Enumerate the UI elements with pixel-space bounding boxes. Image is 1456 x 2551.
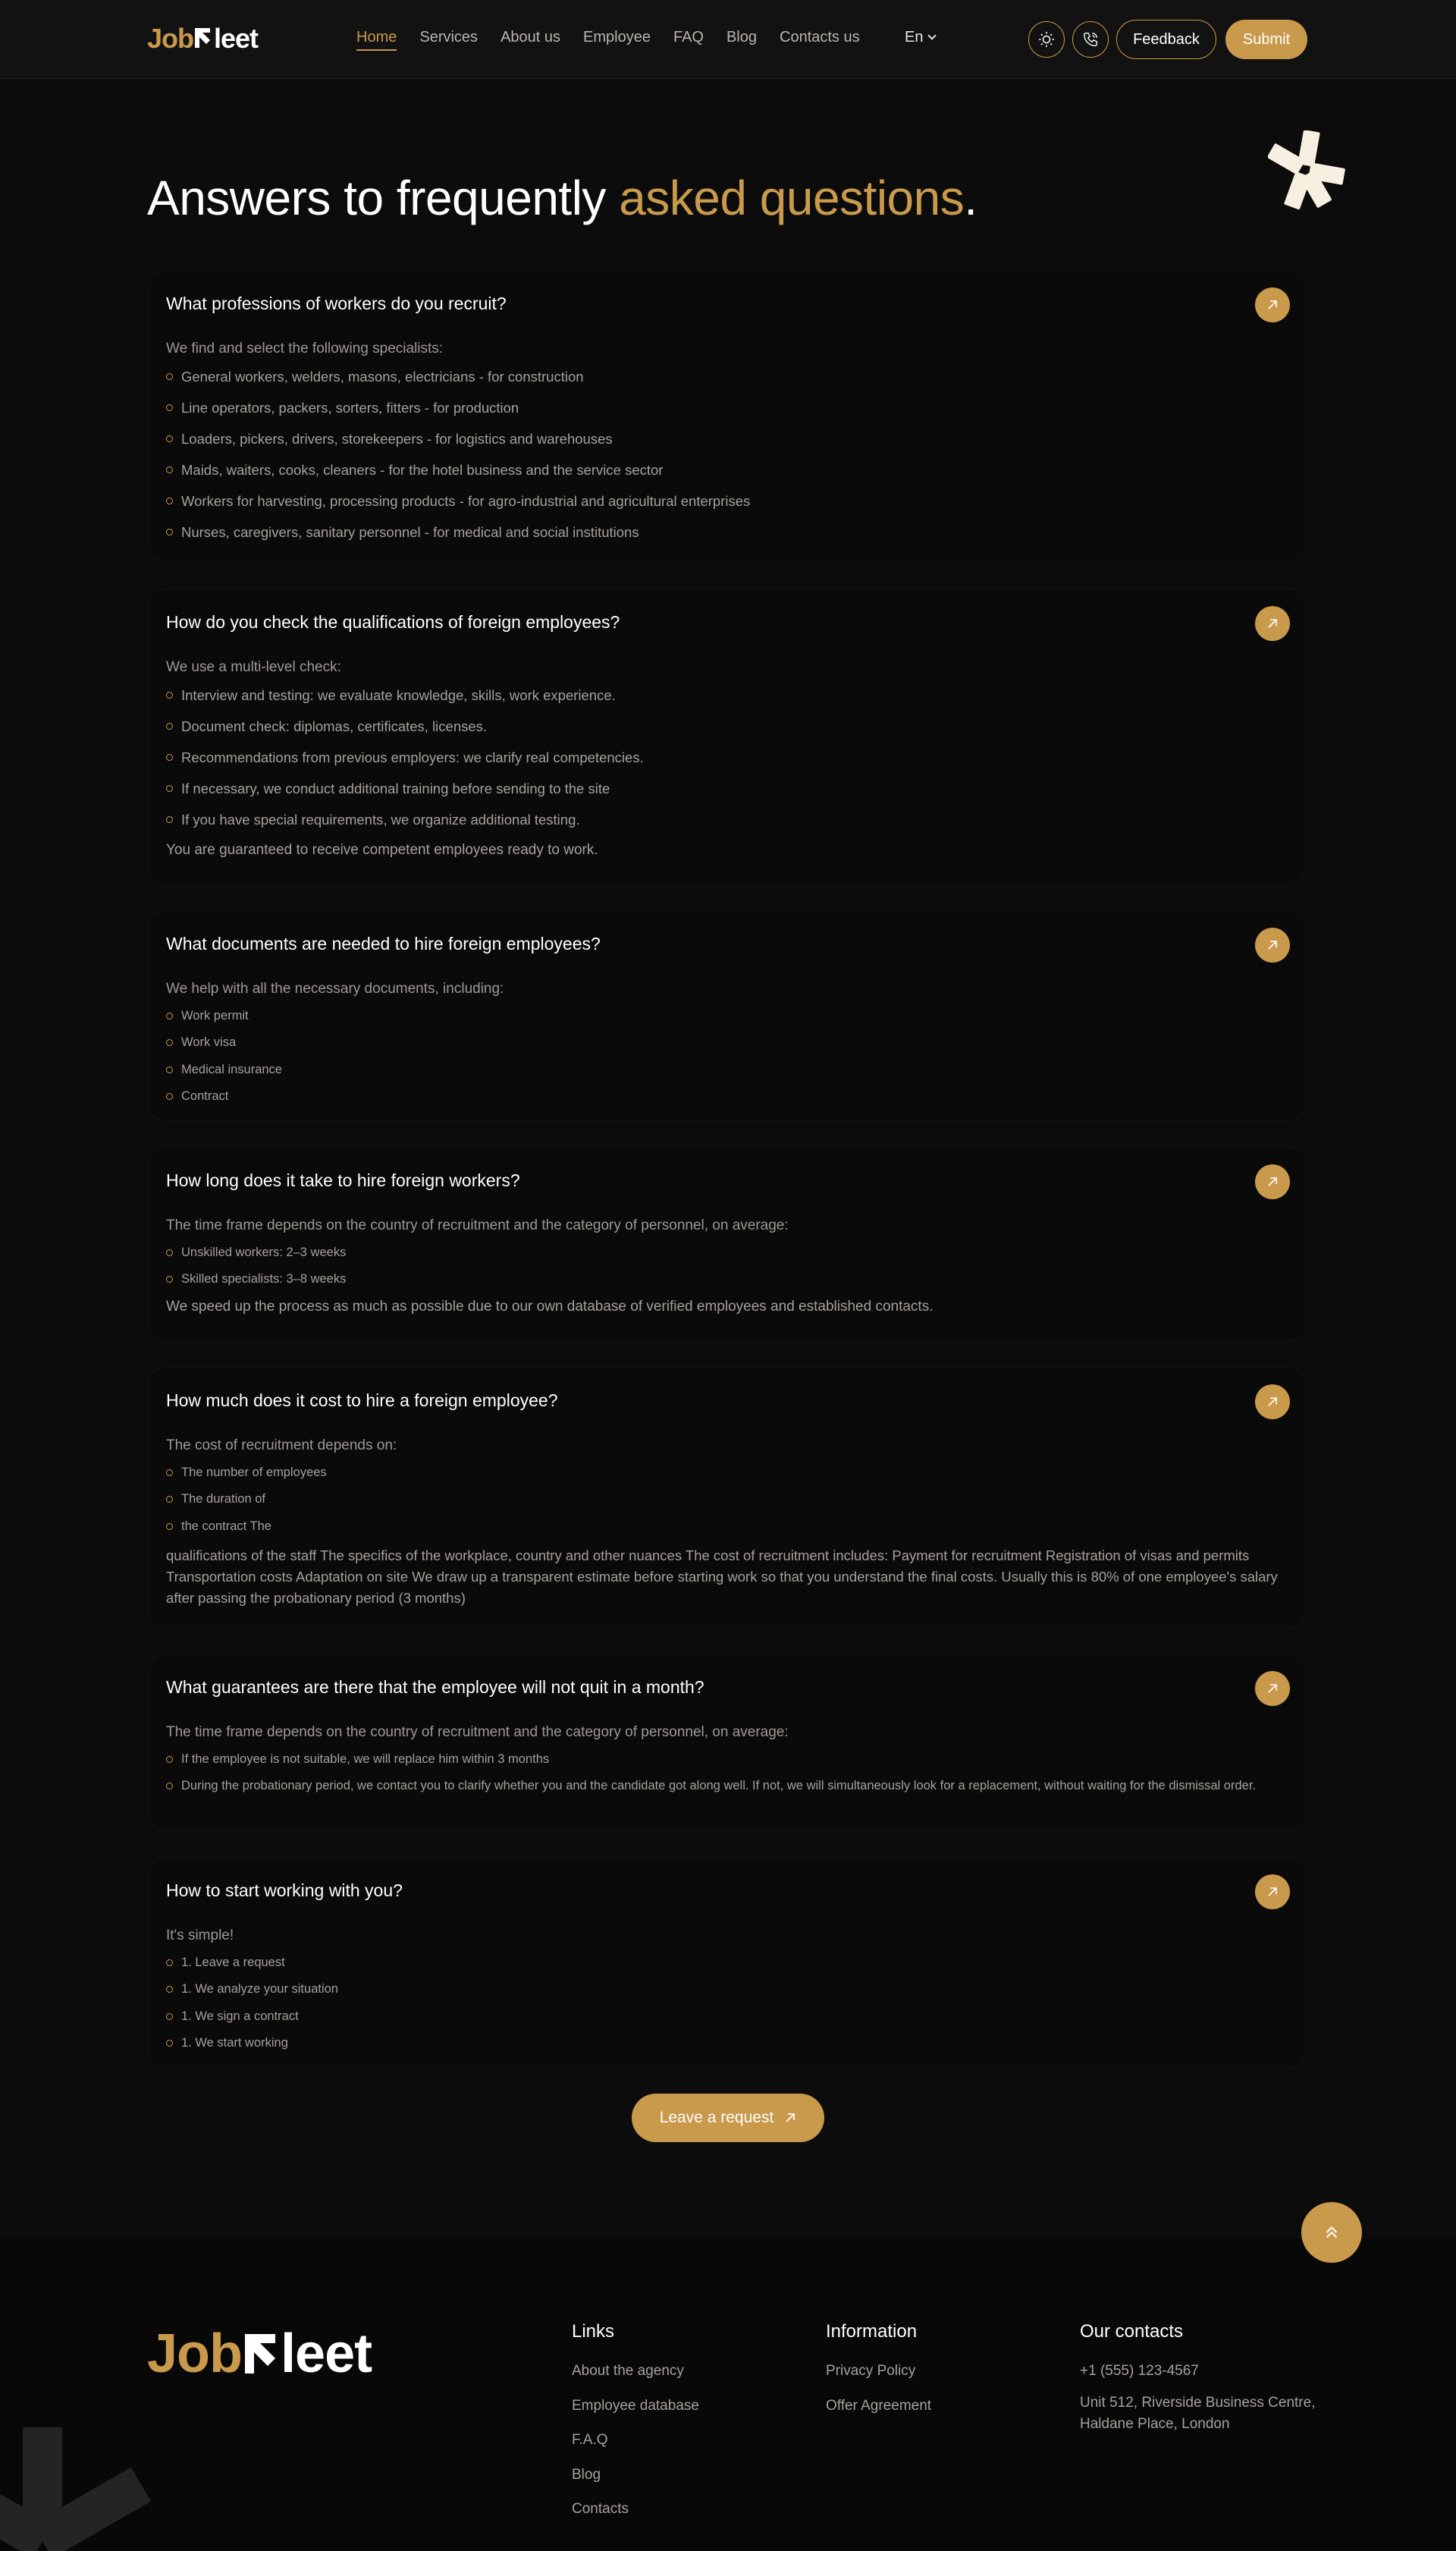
faq-question[interactable]: What professions of workers do you recruit?	[166, 294, 507, 313]
sun-icon	[1037, 30, 1056, 49]
list-item: General workers, welders, masons, electricians - for construction	[166, 368, 1288, 386]
footer-link-privacy-policy[interactable]: Privacy Policy	[826, 2363, 916, 2379]
list-item: Loaders, pickers, drivers, storekeepers - for logistics and warehouses	[166, 430, 1288, 448]
site-header	[0, 0, 1456, 79]
faq-question[interactable]: What documents are needed to hire foreign employees?	[166, 934, 601, 953]
faq-list	[166, 1008, 1288, 1105]
faq-item[interactable]	[149, 589, 1306, 884]
footer-logo-job-text: Job	[147, 2323, 243, 2384]
faq-intro: It's simple!	[166, 1927, 234, 1943]
faq-item[interactable]	[149, 1367, 1306, 1628]
list-item: The number of employees	[166, 1465, 1288, 1481]
faq-question[interactable]: How long does it take to hire foreign workers?	[166, 1170, 520, 1190]
footer-logo-f-glyph-icon	[242, 2328, 280, 2372]
faq-list	[166, 1465, 1288, 1535]
arrow-up-right-icon	[1266, 617, 1279, 630]
faq-question[interactable]: How much does it cost to hire a foreign employee?	[166, 1390, 558, 1410]
footer-info-column	[826, 2321, 931, 2430]
footer-logo-fleet-text	[242, 2323, 372, 2385]
faq-item[interactable]	[149, 1857, 1306, 2068]
footer-phone[interactable]: +1 (555) 123-4567	[1080, 2363, 1199, 2379]
faq-list	[166, 1955, 1288, 2052]
theme-toggle-button[interactable]	[1028, 21, 1065, 58]
feedback-button[interactable]: Feedback	[1116, 20, 1216, 59]
footer-link-about-agency[interactable]: About the agency	[572, 2363, 684, 2379]
footer-link-faq[interactable]: F.A.Q	[572, 2432, 608, 2449]
list-item: 1. We analyze your situation	[166, 1981, 1288, 1997]
footer-link-contacts[interactable]: Contacts	[572, 2501, 629, 2518]
footer-contacts-column	[1080, 2321, 1323, 2449]
faq-intro: The time frame depends on the country of recruitment and the category of personnel, on average:	[166, 1217, 789, 1233]
faq-answer	[166, 1724, 1288, 1805]
list-item: If you have special requirements, we organize additional testing.	[166, 811, 1288, 829]
main-nav	[356, 29, 883, 49]
faq-intro: We use a multi-level check:	[166, 659, 341, 675]
title-end: .	[964, 171, 977, 225]
logo-fleet-text	[193, 23, 258, 55]
faq-question[interactable]: What guarantees are there that the employee will not quit in a month?	[166, 1677, 704, 1697]
list-item: Nurses, caregivers, sanitary personnel - for medical and social institutions	[166, 523, 1288, 542]
arrow-up-right-icon	[1266, 1886, 1279, 1898]
footer-link-employee-database[interactable]: Employee database	[572, 2397, 699, 2414]
footer-link-offer-agreement[interactable]: Offer Agreement	[826, 2397, 932, 2414]
list-item: Unskilled workers: 2–3 weeks	[166, 1245, 1288, 1261]
nav-contacts-us[interactable]: Contacts us	[780, 29, 860, 46]
faq-toggle-button[interactable]	[1255, 287, 1290, 322]
arrow-up-right-icon	[1266, 1682, 1279, 1695]
faq-answer	[166, 981, 1288, 1116]
faq-question[interactable]: How do you check the qualifications of foreign employees?	[166, 612, 620, 632]
submit-button[interactable]: Submit	[1225, 20, 1307, 59]
faq-item[interactable]	[149, 910, 1306, 1121]
faq-item[interactable]	[149, 1654, 1306, 1831]
language-label: En	[905, 29, 924, 46]
faq-toggle-button[interactable]	[1255, 606, 1290, 641]
list-item: Maids, waiters, cooks, cleaners - for the hotel business and the service sector	[166, 461, 1288, 479]
footer-contacts-title: Our contacts	[1080, 2321, 1184, 2342]
faq-toggle-button[interactable]	[1255, 1164, 1290, 1199]
nav-home[interactable]: Home	[356, 29, 397, 49]
faq-intro: We help with all the necessary documents, including:	[166, 981, 504, 997]
site-footer	[0, 2238, 1456, 2551]
faq-toggle-button[interactable]	[1255, 928, 1290, 963]
faq-toggle-button[interactable]	[1255, 1874, 1290, 1909]
title-accent: asked questions	[619, 171, 965, 225]
nav-about-us[interactable]: About us	[500, 29, 561, 46]
leave-request-label: Leave a request	[659, 2109, 774, 2126]
list-item: 1. Leave a request	[166, 1955, 1288, 1971]
faq-intro: The time frame depends on the country of recruitment and the category of personnel, on average:	[166, 1724, 789, 1740]
list-item: Recommendations from previous employers: we clarify real competencies.	[166, 749, 1288, 767]
footer-logo[interactable]	[147, 2323, 372, 2385]
faq-list	[166, 368, 1288, 542]
faq-outro: We speed up the process as much as possible due to our own database of verified employees and established contacts.	[166, 1298, 934, 1315]
list-item: Work visa	[166, 1035, 1288, 1051]
faq-question[interactable]: How to start working with you?	[166, 1880, 403, 1900]
faq-answer	[166, 1927, 1288, 2062]
faq-answer	[166, 1217, 1288, 1315]
faq-item[interactable]	[149, 270, 1306, 563]
asterisk-icon	[1268, 130, 1347, 209]
arrow-up-right-icon	[784, 2112, 796, 2124]
footer-logo-fleet-rest: leet	[281, 2323, 372, 2384]
logo-fleet-rest: leet	[214, 23, 259, 54]
arrow-up-right-icon	[1266, 1176, 1279, 1188]
faq-item[interactable]	[149, 1147, 1306, 1341]
faq-list	[166, 686, 1288, 829]
logo-job-text: Job	[147, 23, 194, 54]
arrow-up-right-icon	[1266, 939, 1279, 951]
list-item: 1. We sign a contract	[166, 2009, 1288, 2025]
list-item: Skilled specialists: 3–8 weeks	[166, 1271, 1288, 1287]
language-select[interactable]	[905, 29, 935, 46]
list-item: Document check: diplomas, certificates, licenses.	[166, 718, 1288, 736]
logo[interactable]	[147, 23, 258, 56]
faq-list	[166, 1751, 1288, 1795]
chevron-down-icon	[928, 31, 937, 39]
faq-intro: We find and select the following specialists:	[166, 341, 444, 357]
list-item: Medical insurance	[166, 1062, 1288, 1078]
list-item: Line operators, packers, sorters, fitters - for production	[166, 399, 1288, 417]
faq-list	[166, 1245, 1288, 1288]
arrow-up-right-icon	[1266, 299, 1279, 311]
arrow-up-right-icon	[1266, 1396, 1279, 1408]
list-item: Contract	[166, 1089, 1288, 1104]
faq-outro: qualifications of the staff The specifics of the workplace, country and other nuances The cost of recruitment includes: Payment for recruitment Registration of visas and permits Transportation costs Adaptation on site We draw up a transparent estimate before starting work so that you understand the final costs. Usually this is 80% of one employee's salary after passing the probationary period (3 months)	[166, 1547, 1278, 1606]
footer-address: Unit 512, Riverside Business Centre, Haldane Place, London	[1080, 2394, 1316, 2433]
list-item: Work permit	[166, 1008, 1288, 1024]
title-main: Answers to frequently	[147, 171, 620, 225]
faq-answer	[166, 341, 1288, 554]
list-item: If necessary, we conduct additional training before sending to the site	[166, 780, 1288, 798]
list-item: The duration of	[166, 1491, 1288, 1507]
nav-faq[interactable]: FAQ	[673, 29, 704, 46]
list-item: If the employee is not suitable, we will replace him within 3 months	[166, 1751, 1288, 1767]
call-button[interactable]	[1072, 21, 1109, 58]
faq-toggle-button[interactable]	[1255, 1671, 1290, 1706]
list-item: 1. We start working	[166, 2035, 1288, 2051]
faq-outro: You are guaranteed to receive competent employees ready to work.	[166, 842, 598, 859]
scroll-to-top-button[interactable]	[1301, 2202, 1362, 2263]
list-item: the contract The	[166, 1519, 1288, 1535]
faq-answer	[166, 659, 1288, 859]
logo-f-glyph-icon	[193, 25, 213, 48]
nav-employee[interactable]: Employee	[583, 29, 651, 46]
list-item: Interview and testing: we evaluate knowledge, skills, work experience.	[166, 686, 1288, 705]
double-chevron-up-icon	[1322, 2223, 1341, 2242]
asterisk-icon	[0, 2427, 152, 2551]
page-title	[147, 170, 977, 226]
footer-info-title: Information	[826, 2321, 918, 2342]
nav-blog[interactable]: Blog	[726, 29, 757, 46]
faq-intro: The cost of recruitment depends on:	[166, 1437, 397, 1453]
list-item: Workers for harvesting, processing products - for agro-industrial and agricultural enterprises	[166, 492, 1288, 511]
footer-links-column	[572, 2321, 699, 2534]
list-item: During the probationary period, we contact you to clarify whether you and the candidate got along well. If not, we will simultaneously look for a replacement, without waiting for the dismissal order.	[166, 1778, 1288, 1794]
faq-answer	[166, 1437, 1288, 1609]
faq-toggle-button[interactable]	[1255, 1384, 1290, 1419]
footer-link-blog[interactable]: Blog	[572, 2466, 601, 2483]
nav-services[interactable]: Services	[419, 29, 479, 46]
leave-request-button[interactable]	[632, 2094, 824, 2142]
phone-icon	[1082, 31, 1099, 48]
footer-links-title: Links	[572, 2321, 615, 2342]
